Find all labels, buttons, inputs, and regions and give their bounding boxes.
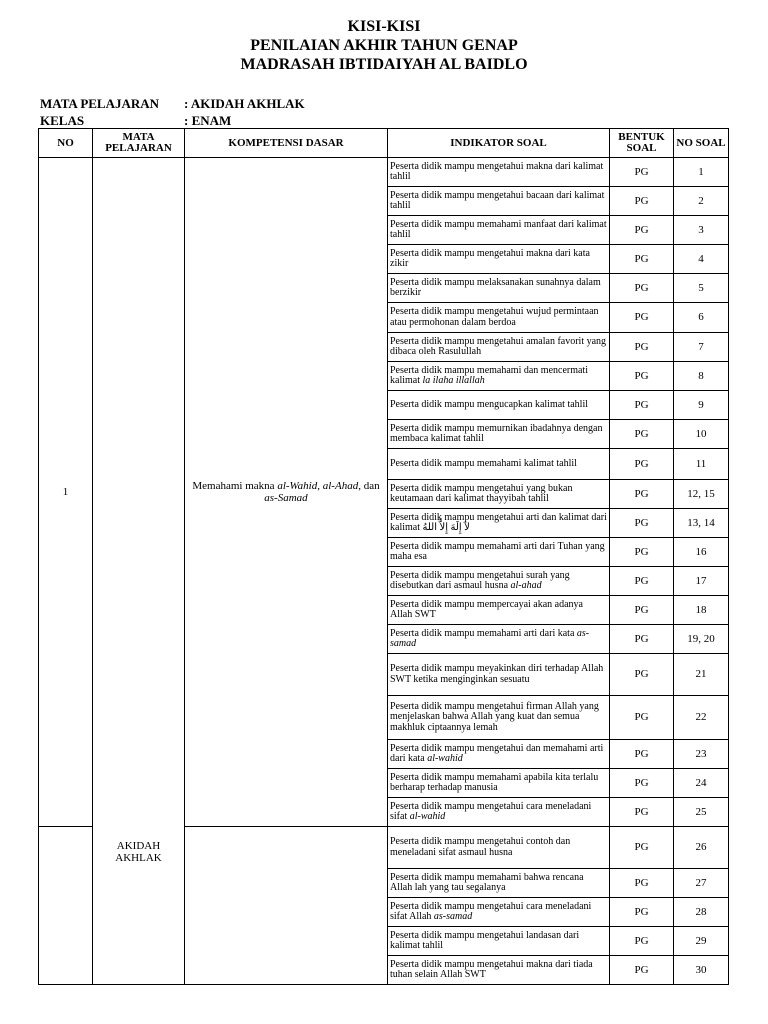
no-soal-cell: 25: [674, 798, 729, 827]
bentuk-soal-cell: PG: [610, 567, 674, 596]
doc-title-line1: KISI-KISI: [347, 18, 421, 35]
header-no-soal: NO SOAL: [674, 129, 729, 158]
no-soal-cell: 29: [674, 927, 729, 956]
no-soal-cell: 26: [674, 827, 729, 869]
no-soal-cell: 19, 20: [674, 625, 729, 654]
page-cut-area: [38, 988, 728, 1024]
indikator-cell: Peserta didik mampu memahami apabila kita terlalu berharap terhadap manusia: [388, 769, 610, 798]
indikator-cell: Peserta didik mampu meyakinkan diri terhadap Allah SWT ketika menginginkan sesuatu: [388, 654, 610, 696]
indikator-cell: Peserta didik mampu memahami arti dari Tuhan yang maha esa: [388, 538, 610, 567]
no-soal-cell: 23: [674, 740, 729, 769]
header-mapel: MATA PELAJARAN: [93, 129, 185, 158]
indikator-cell: Peserta didik mampu mengetahui makna dari kalimat tahlil: [388, 158, 610, 187]
no-soal-cell: 7: [674, 333, 729, 362]
group-number-empty: [39, 827, 93, 985]
indikator-cell: Peserta didik mampu mengetahui cara meneladani sifat al-wahid: [388, 798, 610, 827]
indikator-cell: Peserta didik mampu memahami arti dari kata as-samad: [388, 625, 610, 654]
no-soal-cell: 4: [674, 245, 729, 274]
header-no: NO: [39, 129, 93, 158]
indikator-cell: Peserta didik mampu memahami dan mencermati kalimat la ilaha illallah: [388, 362, 610, 391]
bentuk-soal-cell: PG: [610, 898, 674, 927]
kisi-kisi-table: [38, 128, 729, 985]
class-value: : ENAM: [184, 113, 232, 128]
no-soal-cell: 1: [674, 158, 729, 187]
indikator-cell: Peserta didik mampu mengetahui landasan dari kalimat tahlil: [388, 927, 610, 956]
subject-value: : AKIDAH AKHLAK: [184, 96, 305, 111]
indikator-cell: Peserta didik mampu mengetahui wujud permintaan atau permohonan dalam berdoa: [388, 303, 610, 333]
kompetensi-dasar-cell: Memahami makna al-Wahid, al-Ahad, dan as-Samad: [185, 158, 388, 827]
table-row: [39, 158, 729, 187]
indikator-cell: Peserta didik mampu mengetahui makna dari kata zikir: [388, 245, 610, 274]
indikator-cell: Peserta didik mampu mengetahui firman Allah yang menjelaskan bahwa Allah yang kuat dan semua makhluk ciptaannya lemah: [388, 696, 610, 740]
no-soal-cell: 3: [674, 216, 729, 245]
no-soal-cell: 17: [674, 567, 729, 596]
bentuk-soal-cell: PG: [610, 333, 674, 362]
bentuk-soal-cell: PG: [610, 480, 674, 509]
indikator-cell: Peserta didik mampu mengetahui surah yang disebutkan dari asmaul husna al-ahad: [388, 567, 610, 596]
table-header-row: [39, 129, 729, 158]
indikator-cell: Peserta didik mampu mengetahui contoh dan meneladani sifat asmaul husna: [388, 827, 610, 869]
no-soal-cell: 30: [674, 956, 729, 985]
bentuk-soal-cell: PG: [610, 798, 674, 827]
no-soal-cell: 22: [674, 696, 729, 740]
bentuk-soal-cell: PG: [610, 158, 674, 187]
no-soal-cell: 8: [674, 362, 729, 391]
group-number: 1: [39, 158, 93, 827]
indikator-cell: Peserta didik mampu mempercayai akan adanya Allah SWT: [388, 596, 610, 625]
no-soal-cell: 24: [674, 769, 729, 798]
indikator-cell: Peserta didik mampu mengucapkan kalimat tahlil: [388, 391, 610, 420]
indikator-cell: Peserta didik mampu mengetahui cara meneladani sifat Allah as-samad: [388, 898, 610, 927]
bentuk-soal-cell: PG: [610, 420, 674, 449]
bentuk-soal-cell: PG: [610, 245, 674, 274]
bentuk-soal-cell: PG: [610, 391, 674, 420]
no-soal-cell: 11: [674, 449, 729, 480]
header-indikator: INDIKATOR SOAL: [388, 129, 610, 158]
no-soal-cell: 5: [674, 274, 729, 303]
bentuk-soal-cell: PG: [610, 216, 674, 245]
no-soal-cell: 10: [674, 420, 729, 449]
table-body: [39, 158, 729, 985]
bentuk-soal-cell: PG: [610, 538, 674, 567]
no-soal-cell: 13, 14: [674, 509, 729, 538]
indikator-cell: Peserta didik mampu memahami manfaat dari kalimat tahlil: [388, 216, 610, 245]
doc-title-line2: PENILAIAN AKHIR TAHUN GENAP: [250, 37, 518, 54]
indikator-cell: Peserta didik mampu mengetahui amalan favorit yang dibaca oleh Rasulullah: [388, 333, 610, 362]
indikator-cell: Peserta didik mampu mengetahui arti dan kalimat dari kalimat لاَ إِلَهَ إِلاَّ اللهُ: [388, 509, 610, 538]
bentuk-soal-cell: PG: [610, 869, 674, 898]
bentuk-soal-cell: PG: [610, 654, 674, 696]
bentuk-soal-cell: PG: [610, 769, 674, 798]
bentuk-soal-cell: PG: [610, 187, 674, 216]
header-bentuk-soal: BENTUK SOAL: [610, 129, 674, 158]
bentuk-soal-cell: PG: [610, 303, 674, 333]
no-soal-cell: 18: [674, 596, 729, 625]
bentuk-soal-cell: PG: [610, 509, 674, 538]
bentuk-soal-cell: PG: [610, 596, 674, 625]
no-soal-cell: 9: [674, 391, 729, 420]
indikator-cell: Peserta didik mampu memurnikan ibadahnya dengan membaca kalimat tahlil: [388, 420, 610, 449]
indikator-cell: Peserta didik mampu mengetahui bacaan dari kalimat tahlil: [388, 187, 610, 216]
mapel-cell: AKIDAH AKHLAK: [93, 158, 185, 985]
indikator-cell: Peserta didik mampu mengetahui dan memahami arti dari kata al-wahid: [388, 740, 610, 769]
bentuk-soal-cell: PG: [610, 274, 674, 303]
no-soal-cell: 16: [674, 538, 729, 567]
no-soal-cell: 6: [674, 303, 729, 333]
indikator-cell: Peserta didik mampu melaksanakan sunahnya dalam berzikir: [388, 274, 610, 303]
bentuk-soal-cell: PG: [610, 740, 674, 769]
indikator-cell: Peserta didik mampu mengetahui makna dari tiada tuhan selain Allah SWT: [388, 956, 610, 985]
indikator-cell: Peserta didik mampu memahami kalimat tahlil: [388, 449, 610, 480]
indikator-cell: Peserta didik mampu memahami bahwa rencana Allah lah yang tau segalanya: [388, 869, 610, 898]
subject-label: MATA PELAJARAN: [40, 96, 160, 111]
class-label: KELAS: [40, 113, 85, 128]
bentuk-soal-cell: PG: [610, 362, 674, 391]
no-soal-cell: 21: [674, 654, 729, 696]
no-soal-cell: 27: [674, 869, 729, 898]
no-soal-cell: 12, 15: [674, 480, 729, 509]
bentuk-soal-cell: PG: [610, 696, 674, 740]
bentuk-soal-cell: PG: [610, 827, 674, 869]
bentuk-soal-cell: PG: [610, 927, 674, 956]
bentuk-soal-cell: PG: [610, 956, 674, 985]
kompetensi-dasar-empty: [185, 827, 388, 985]
no-soal-cell: 28: [674, 898, 729, 927]
bentuk-soal-cell: PG: [610, 625, 674, 654]
header-kompetensi-dasar: KOMPETENSI DASAR: [185, 129, 388, 158]
no-soal-cell: 2: [674, 187, 729, 216]
doc-title-line3: MADRASAH IBTIDAIYAH AL BAIDLO: [240, 56, 528, 73]
bentuk-soal-cell: PG: [610, 449, 674, 480]
indikator-cell: Peserta didik mampu mengetahui yang bukan keutamaan dari kalimat thayyibah tahlil: [388, 480, 610, 509]
